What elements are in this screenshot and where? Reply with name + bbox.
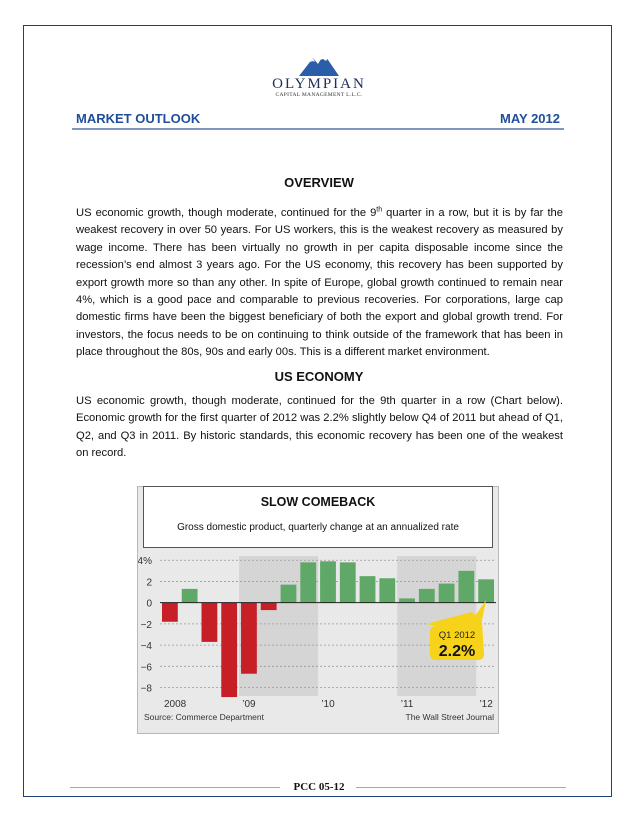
logo-name: OLYMPIAN bbox=[272, 76, 366, 92]
bar-2008-q3 bbox=[202, 603, 218, 642]
bar-2011-q4 bbox=[458, 571, 474, 603]
bar-2009-q1 bbox=[241, 603, 257, 674]
callout-label: Q1 2012 bbox=[438, 630, 476, 641]
header-section-title: MARKET OUTLOOK bbox=[76, 111, 201, 126]
bar-2009-q2 bbox=[261, 603, 277, 610]
x-tick-label: ’11 bbox=[400, 699, 414, 710]
chart-subtitle: Gross domestic product, quarterly change at an annualized rate bbox=[177, 522, 459, 533]
bar-2010-q1 bbox=[320, 561, 336, 602]
bar-2008-q2 bbox=[182, 589, 198, 603]
page-footer: PCC 05-12 bbox=[293, 781, 345, 793]
x-tick-label: ’10 bbox=[321, 699, 335, 710]
y-tick-label: 4% bbox=[138, 556, 152, 568]
overview-superscript: th bbox=[376, 206, 383, 214]
economy-heading: US ECONOMY bbox=[274, 369, 364, 384]
logo-subtitle: CAPITAL MANAGEMENT L.L.C. bbox=[275, 92, 363, 98]
bar-2011-q3 bbox=[439, 584, 455, 603]
chart-header bbox=[143, 486, 493, 548]
y-tick-label: −6 bbox=[140, 662, 152, 674]
overview-paragraph bbox=[76, 205, 563, 362]
bar-2010-q2 bbox=[340, 562, 356, 602]
bar-2010-q3 bbox=[360, 576, 376, 603]
chart-credit: The Wall Street Journal bbox=[405, 712, 494, 722]
bar-2012-q1 bbox=[478, 579, 494, 602]
chart-source: Source: Commerce Department bbox=[144, 712, 264, 722]
bar-2011-q2 bbox=[419, 589, 435, 603]
y-tick-label: −4 bbox=[140, 641, 152, 653]
callout-value: 2.2% bbox=[438, 643, 476, 660]
economy-paragraph: US economic growth, though moderate, continued for the 9th quarter in a row (Chart below). Economic growth for the first quarter of 2012 was 2.2% slightly below Q4 of 2011 but ahead of Q1, Q2, and Q3 in 2011. By historic standards, this economic recovery has been one of the weakest on record. bbox=[76, 395, 563, 460]
bar-2011-q1 bbox=[399, 598, 415, 602]
company-logo bbox=[271, 52, 367, 99]
mountain-logo-icon bbox=[299, 52, 339, 76]
bar-2010-q4 bbox=[379, 578, 395, 602]
header-rule bbox=[72, 128, 564, 130]
gdp-bar-chart bbox=[138, 550, 498, 732]
x-tick-label: ’12 bbox=[479, 699, 493, 710]
y-tick-label: 0 bbox=[146, 598, 152, 610]
bar-2008-q4 bbox=[221, 603, 237, 697]
x-tick-label: 2008 bbox=[164, 699, 187, 710]
overview-heading: OVERVIEW bbox=[284, 175, 354, 190]
chart-title: SLOW COMEBACK bbox=[260, 495, 376, 509]
y-tick-label: −2 bbox=[140, 619, 152, 631]
header-date: MAY 2012 bbox=[500, 111, 560, 126]
y-tick-label: 2 bbox=[146, 577, 152, 589]
x-tick-label: ’09 bbox=[242, 699, 256, 710]
overview-text-rest: quarter in a row, but it is by far the weakest recovery in over 50 years. For US workers, this is the weakest recovery as measured by wage income. There has been virtually no growth in per capita disposable income since the recession’s end almost 3 years ago. For the US economy, this recovery has been supported by export growth more so than any other. In spite of Europe, global growth continued to remain near 4%, which is a good pace and comparable to previous recoveries. For corporations, large cap domestic firms have been the biggest beneficiary of both the export and global growth trend. For investors, the focus needs to be on continuing to think outside of the framework that has been in place throughout the 80s, 90s and early 00s. This is a different market environment. bbox=[76, 207, 563, 359]
bar-2009-q3 bbox=[281, 585, 297, 603]
overview-text-start: US economic growth, though moderate, continued for the 9 bbox=[76, 207, 377, 219]
y-tick-label: −8 bbox=[140, 683, 152, 695]
bar-2008-q1 bbox=[162, 603, 178, 622]
bar-2009-q4 bbox=[300, 562, 316, 602]
